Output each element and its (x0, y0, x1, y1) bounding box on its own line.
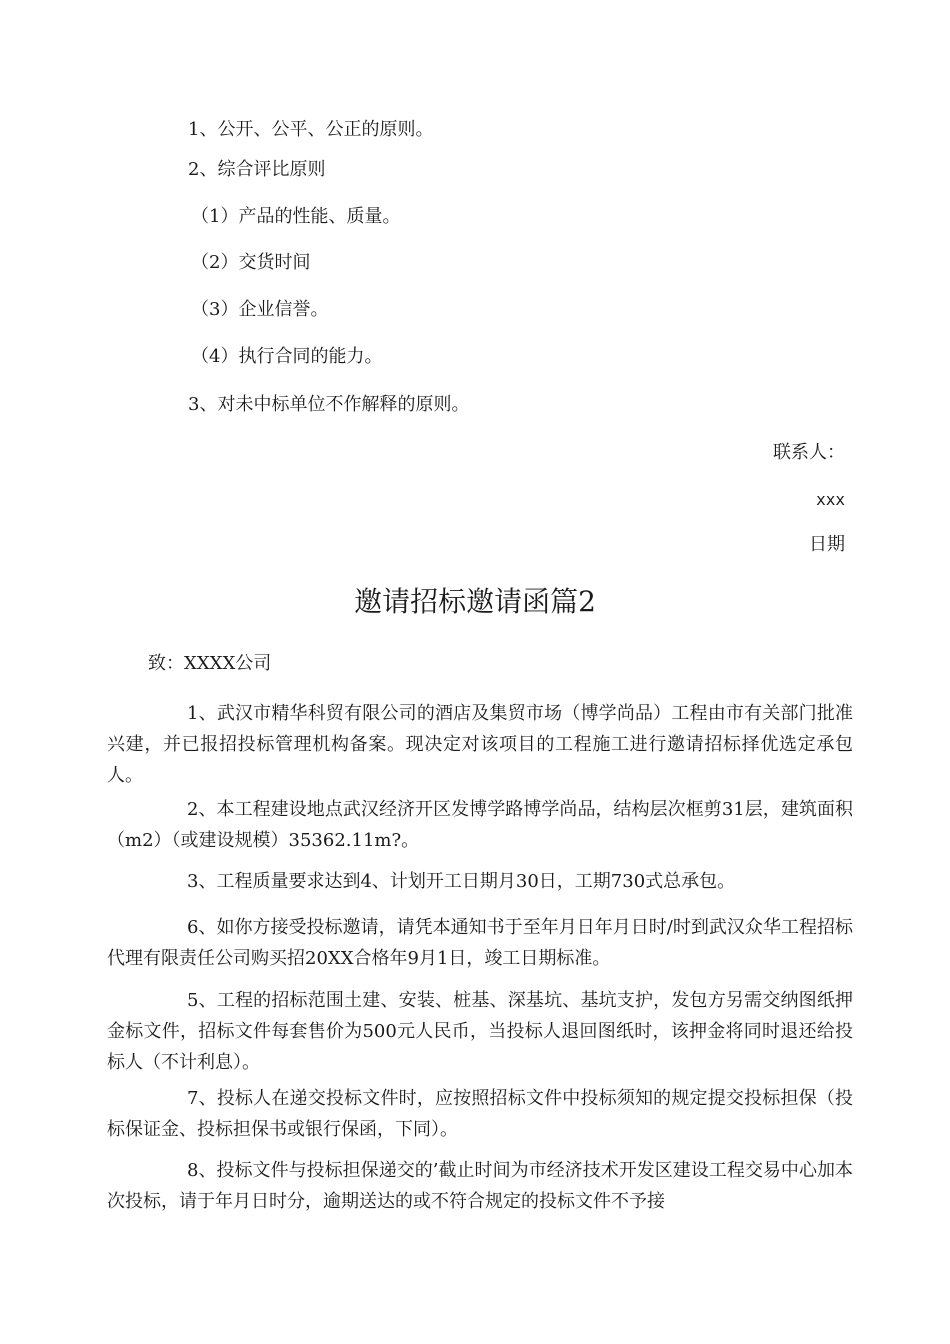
contact-label: 联系人： (773, 442, 845, 463)
principle-sub-item-1: （1）产品的性能、质量。 (191, 206, 401, 227)
principle-item-2: 2、综合评比原则 (188, 159, 326, 180)
paragraph-5: 5、工程的招标范围土建、安装、桩基、深基坑、基坑支护，发包方另需交纳图纸押金标文件，招标文件每套售价为500元人民币，当投标人退回图纸时，该押金将同时退还给投标人（不计利息）。 (107, 990, 853, 1073)
principle-item-3: 3、对未中标单位不作解释的原则。 (188, 394, 470, 415)
contact-name: xxx (816, 490, 845, 509)
paragraph-4: 6、如你方接受投标邀请，请凭本通知书于至年月日年月日时/时到武汉众华工程招标代理有限责任公司购买招20XX合格年9月1日，竣工日期标准。 (107, 917, 853, 969)
principle-sub-item-3: （3）企业信誉。 (191, 299, 329, 320)
section-title: 邀请招标邀请函篇2 (354, 585, 596, 618)
principle-item-1: 1、公开、公平、公正的原则。 (188, 119, 434, 140)
paragraph-7: 8、投标文件与投标担保递交的’截止时间为市经济技术开发区建设工程交易中心加本次投标，请于年月日时分，逾期送达的或不符合规定的投标文件不予接 (107, 1160, 853, 1212)
salutation: 致：XXXX公司 (148, 653, 272, 674)
paragraph-2: 2、本工程建设地点武汉经济开区发博学路博学尚品，结构层次框剪31层，建筑面积（m2）（或建设规模）35362.11m?。 (107, 799, 853, 851)
paragraph-3: 3、工程质量要求达到4、计划开工日期月30日，工期730式总承包。 (187, 871, 736, 892)
date-label: 日期 (809, 534, 845, 555)
principle-sub-item-2: （2）交货时间 (191, 252, 311, 273)
principle-sub-item-4: （4）执行合同的能力。 (191, 346, 383, 367)
paragraph-1: 1、武汉市精华科贸有限公司的酒店及集贸市场（博学尚品）工程由市有关部门批准兴建，并已报招投标管理机构备案。现决定对该项目的工程施工进行邀请招标择优选定承包人。 (107, 703, 853, 786)
paragraph-6: 7、投标人在递交投标文件时，应按照招标文件中投标须知的规定提交投标担保（投标保证金、投标担保书或银行保函，下同）。 (107, 1088, 853, 1140)
